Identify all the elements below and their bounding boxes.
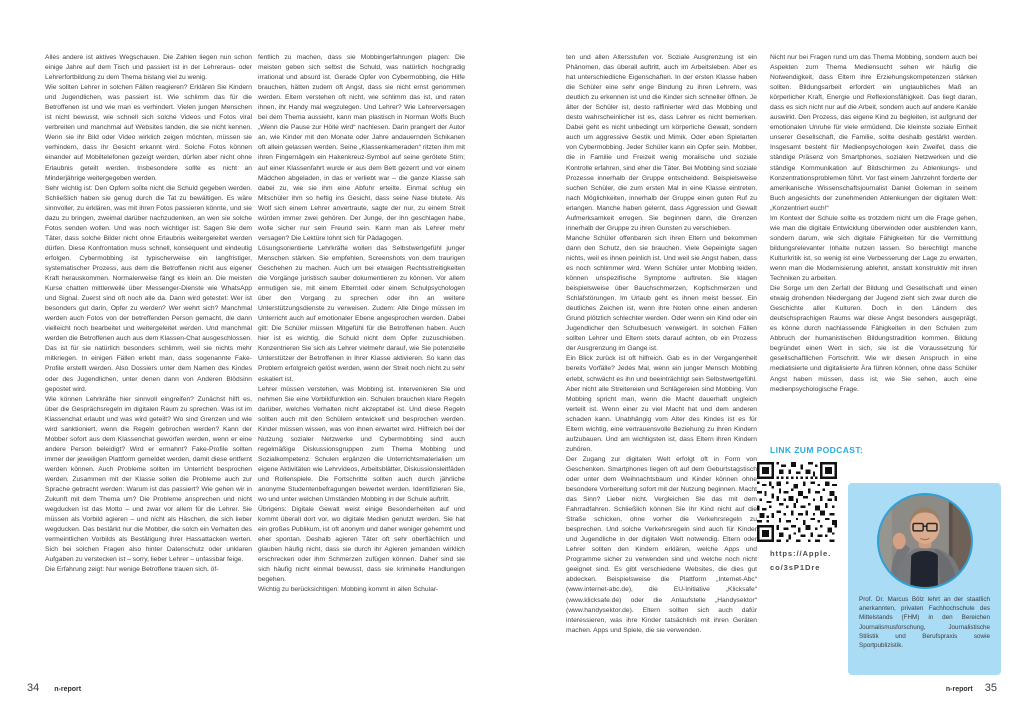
podcast-url-link[interactable] bbox=[770, 547, 831, 574]
left-page-column-2 bbox=[258, 53, 465, 675]
paragraph: Die Erfahrung zeigt: Nur wenige Betroffene trauen sich, öf- bbox=[45, 566, 219, 574]
paragraph: Sehr wichtig ist: Den Opfern sollte nicht die Schuld gegeben werden. Schließlich haben sie genug durch die Tat zu bewältigen. Es wäre sinnvoller, zu erklären, was mit ihren Fotos passieren könnte, und sie dazu zu bringen, zweimal darüber nachzudenken, an wen sie solche Fotos senden wollen. Und was noch wichtiger ist: Sagen Sie dem Täter, dass solche Bilder nicht ohne Erlaubnis weitergeleitet werden dürfen. Diese Konfrontation muss schnell, konsequent und eindeutig erfolgen. Cybermobbing ist typischerweise ein langfristiger, systematischer Prozess, aus dem die Betroffenen nicht aus eigener Kraft herauskommen. Normalerweise fängt es klein an. Die meisten Kurse chatten mittlerweile über Messenger-Dienste wie WhatsApp und Signal. Zuerst sind oft noch alle da. Dann wird getestet: Wer ist besonders gut darin, Opfer zu werden? Wer wehrt sich? Manchmal werden auch Fotos von der betreffenden Person gemacht, die dann vielleicht noch bearbeitet und weitergeleitet werden. Und manchmal werden die Betroffenen auch aus dem Klassen-Chat ausgeschlossen. Das ist für sie natürlich besonders schlimm, weil sie nichts mehr mitkriegen. In einigen Fällen erlebt man, dass sogenannte Fake-Profile erstellt werden. Also Dossiers unter dem Namen des Kindes oder des Jugendlichen, unter denen dann von Anderen Blödsinn gepostet wird. bbox=[45, 184, 252, 393]
qr-code-icon bbox=[757, 462, 837, 542]
page-number: 35 bbox=[984, 682, 997, 694]
paragraph: Die Sorge um den Zerfall der Bildung und Gesellschaft und einen etwaig drohenden Niedergang der Jugend zieht sich zwar durch die Geschichte aller Kulturen. Doch in den Ländern des deutschsprachigen Raums war diese Angst besonders ausgeprägt, es könne durch nachlassende Fähigkeiten in den Schulen zum Abbruch der humanistischen Bildungstradition kommen. Bildung begründet einen Wert in sich, sie ist die Voraussetzung für gesellschaftlichen Fortschritt. Wie wir diesen Anspruch in eine mediatisierte und digitalisierte Ära führen können, ohne dass Schüler Angst haben müssen, dass ist, wie Sie sehen, auch eine medienpsychologische Frage. bbox=[770, 285, 977, 393]
podcast-link-label: LINK ZUM PODCAST: bbox=[770, 445, 864, 455]
podcast-url-line2[interactable]: co/3sP1Dre bbox=[770, 562, 821, 572]
paragraph: fentlich zu machen, dass sie Mobbingerfahrungen plagen: Die meisten geben sich selbst die Schuld, was natürlich hochgradig irrational und absurd ist. Gerade Opfer von Cybermobbing, die Hilfe brauchen, hätten zudem oft Angst, dass sie nicht ernst genommen werden. Eltern verstehen oft nicht, wie schlimm das ist, und raten ihnen, ihr Handy mal wegzulegen. Und Lehrer? Wie Lehrerversagen bei dem Thema aussieht, kann man plastisch in Norman Wolfs Buch „Wenn die Pause zur Hölle wird“ nachlesen. Darin prangert der Autor an, wie Kinder mit den Monate oder Jahre andauernden Schikanen oft allein gelassen werden. Seine „Klassenkameraden“ ritzten ihm mit ihren Fingernägeln ein Hakenkreuz-Symbol auf seine gerötete Stirn; auf einer Klassenfahrt wurde er aus dem Bett gezerrt und vor einem Mädchen abgeladen, in das er verliebt war – die ganze Klasse sah dabei zu, wie sie ihm eine Abfuhr erteilte. Einmal schlug ein Mitschüler ihm so heftig ins Gesicht, dass seine Nase blutete. Als Wolf sich einem Lehrer anvertraute, sagte der nur, zu einem Streit würden immer zwei gehören. Der Junge, der ihn geschlagen habe, wolle sicher nur sein Freund sein. Kann man als Lehrer mehr versagen? Die Lektüre lohnt sich für Pädagogen. bbox=[258, 54, 465, 242]
paragraph: Übrigens: Digitale Gewalt weist einige Besonderheiten auf und kommt überall dort vor, wo digitale Medien genutzt werden. Sie hat ein großes Publikum, ist oft anonym und daher weniger gehemmt und eher spontan. Deshalb agieren Täter oft sehr oberflächlich und glauben häufig nicht, dass sie durch ihr Agieren jemanden wirklich erschrecken oder ihm Schmerzen zufügen können. Daher sind sie sich häufig nicht einmal bewusst, dass sie kriminelle Handlungen begehen. bbox=[258, 506, 465, 584]
right-page-column-2 bbox=[770, 53, 977, 445]
paragraph: Alles andere ist aktives Wegschauen. Die Zahlen liegen nun schon einige Jahre auf dem Tisch und passiert ist in der Lehreraus- oder Lehrerfortbildung zu dem Thema bislang viel zu wenig. bbox=[45, 54, 252, 82]
paragraph: Der Zugang zur digitalen Welt erfolgt oft in Form von Geschenken. Smartphones liegen oft auf dem Geburtstagstisch oder unter dem Weihnachtsbaum und Kinder können ohne besondere Vorbereitung sofort mit der Nutzung beginnen. Macht das Sinn? Lieber nicht. Vergleichen Sie das mit dem Fahrradfahren. Schließlich können Sie Ihr Kind nicht auf die Straße schicken, ohne vorher die Verkehrsregeln zu besprechen. Und solche Verkehrsregeln sind auch für Kinder und Jugendliche in der digitalen Welt notwendig. Eltern oder Lehrer sollten den Kindern erklären, welche Apps und Programme sicher zu verwenden sind und welche noch nicht geeignet sind. Es gibt verschiedene Websites, die dies gut abdecken. Beispielsweise die Plattform „Internet-Abc“ (www.internet-abc.de), die EU-Initiative „Klicksafe“ (www.klicksafe.de) oder die Anlaufstelle „Handysektor“ (www.handysektor.de). Eltern sollten sich auch dafür interessieren, was ihre Kinder tatsächlich mit ihren Geräten machen. Apps und Spiele, die sie verwenden. bbox=[566, 455, 757, 634]
magazine-name: n-report bbox=[945, 686, 973, 693]
paragraph: Lösungsorientierte Lehrkräfte wollen das Selbstwertgefühl junger Menschen stärken. Sie empfehlen, Screenshots von dem traurigen Geschehen zu machen. Auch um bei etwaigen Rechtsstreitigkeiten die Vorgänge juristisch sauber dokumentieren zu können. Vor allem ermutigen sie, mit einem Elternteil oder einem Schulpsychologen über den Vorgang zu sprechen oder ihn an weitere Unterstützungsdienste zu verweisen. Zudem: Alle Dinge müssen im Unterricht auch auf emotionaler Ebene angesprochen werden. Dabei gilt: Die Schüler müssen Mitgefühl für die Betroffenen haben. Auch hier ist es wichtig, die Schuld nicht dem Opfer zuzuschieben. Konzentrieren Sie sich als Lehrer vielmehr darauf, wie Sie potenzielle Unterstützer der Betroffenen in Ihrer Klasse aktivieren. So kann das Problem erfolgreich gelöst werden, wenn der Streit noch nicht zu sehr eskaliert ist. bbox=[258, 244, 465, 383]
paragraph: ten und allen Altersstufen vor. Soziale Ausgrenzung ist ein Phänomen, das überall auftritt, auch im Arbeitsleben. Aber es hat unterschiedliche Eigenschaften. In der ersten Klasse haben die Schüler eine sehr enge Bindung zu ihren Lehrern, was deutlich zu erkennen ist und die Kinder sich schneller öffnen. Je älter der Schüler ist, desto raffinierter wird das Mobbing und desto wahrscheinlicher ist es, dass Lehrer es nicht bemerken. Dabei geht es nicht unbedingt um körperliche Gewalt, sondern auch um aggressive Gestik und Mimik. Oder eben Spielarten von Cybermobbing. Jeder Schüler kann ein Opfer sein. Mobber, die in Familie und Freizeit wenig moralische und soziale Kontrolle erfahren, sind eher die Täter. Bei Mobbing sind soziale Prozesse innerhalb der Gruppe entscheidend. Beispielsweise suchen Schüler, die zum ersten Mal in eine Klasse eintreten, nach Möglichkeiten, innerhalb der Gruppe einen guten Ruf zu erlangen. Manche haben gelernt, dass Aggression und Gewalt Aufmerksamkeit erregen. Sie beginnen dann, die Grenzen innerhalb der Gruppe zu ihren Gunsten zu verschieben. bbox=[566, 54, 757, 232]
paragraph: Wie sollten Lehrer in solchen Fällen reagieren? Erklären Sie Kindern und Jugendlichen, was passiert ist. Wie schlimm das für die Betroffenen ist und wie man es verhindert. Vielen jungen Menschen ist nicht bewusst, wie schnell sich solche Videos und Fotos viral verbreiten und manchmal auf Websites landen, die sie nicht kennen. Wenn sie ihr Bild oder Video wirklich zeigen möchten, müssen sie verhindern, dass ihr Gesicht erkannt wird. Solche Fotos können einander auf Mobiltelefonen gezeigt werden, dürfen aber nicht ohne Erlaubnis geteilt werden. Insbesondere sollte es nicht an Minderjährige weitergegeben werden. bbox=[45, 84, 252, 182]
author-caption: Prof. Dr. Marcus Bölz lehrt an der staatlich anerkannten, privaten Fachhochschule des Mittelstands (FHM) in den Bereichen Journalismusforschung, Journalistische Stilistik und Berufspraxis sowie Sportpublizistik. bbox=[859, 596, 990, 650]
portrait-photo bbox=[877, 493, 973, 589]
left-page-column-1 bbox=[45, 53, 252, 675]
right-page-column-1 bbox=[566, 53, 757, 675]
paragraph: Wichtig zu berücksichtigen: Mobbing kommt in allen Schular- bbox=[258, 586, 439, 594]
left-page-footer bbox=[27, 682, 81, 694]
paragraph: Manche Schüler offenbaren sich ihren Eltern und bekommen dann den Schutz, den sie brauchen. Viele Gepeinigte sagen nichts, weil es ihnen peinlich ist. Und weil sie Angst haben, dass es noch schlimmer wird. Wenn Schüler unter Mobbing leiden, können unspezifische Symptome auftreten. Sie klagen beispielsweise über Bauchschmerzen, Kopfschmerzen und Schlafstörungen. Im Urlaub geht es ihnen meist besser. Ein deutliches Zeichen ist, wenn ihre Noten ohne einen anderen Grund plötzlich schlechter werden. Oder wenn ein Kind oder ein Jugendlicher den Schulbesuch verweigert. In solchen Fällen sollten Lehrer und Eltern stets darauf achten, ob ein Prozess der Ausgrenzung im Gange ist. bbox=[566, 234, 757, 353]
page-number: 34 bbox=[27, 682, 40, 694]
right-page-footer bbox=[946, 682, 997, 694]
paragraph: Ein Blick zurück ist oft hilfreich. Gab es in der Vergangenheit bereits Vorfälle? Jedes Mal, wenn ein junger Mensch Mobbing erlebt, schwächt es ihn und beeinträchtigt sein Selbstwertgefühl. Aber nicht alle Streitereien und Schlägereien sind Mobbing. Von Mobbing spricht man, wenn die Macht dauerhaft ungleich verteilt ist. Wenn einer zu viel Macht hat und dem anderen schaden kann. Unabhängig vom Alter des Kindes ist es für Eltern wichtig, eine vertrauensvolle Beziehung zu ihren Kindern aufzubauen. Und am wichtigsten ist, dass Eltern ihren Kindern zuhören. bbox=[566, 355, 757, 453]
author-profile-card bbox=[848, 483, 1001, 675]
podcast-url-line1[interactable]: https://Apple. bbox=[770, 549, 832, 558]
paragraph: Nicht nur bei Fragen rund um das Thema Mobbing, sondern auch bei Aspekten zum Thema Mediensucht sehen wir häufig die Notwendigkeit, dass Eltern ihre Erziehungskompetenzen stärken sollten. Bildungsarbeit erfordert ein unglaubliches Maß an körperlicher Kraft, Energie und Reflexionsfähigkeit. Das liegt daran, dass es sich nicht nur auf die Arbeit, sondern auch auf andere Kanäle auswirkt. Den Prozess, das eigene Kind zu begleiten, ist aufgrund der emotionalen Unruhe für viele ermüdend. Die kleinste soziale Einheit unserer Gesellschaft, die Familie, sollte deshalb gestärkt werden. Insgesamt besteht für Medienpsychologen kein Zweifel, dass die ständige Präsenz von Smartphones, sozialen Netzwerken und die ständige Kommunikation auf Bildschirmen zu Ablenkungs- und Konzentrationsproblemen führt. Vor fast einem Jahrzehnt forderte der amerikanische Wissenschaftsjournalist Daniel Goleman in seinem Buch angesichts der zunehmenden Ablenkungen der digitalen Welt: „Konzentriert euch!“ bbox=[770, 54, 977, 212]
paragraph: Im Kontext der Schule sollte es trotzdem nicht um die Frage gehen, wie man die digitale Entwicklung überwinden oder ausblenden kann, sondern darum, wie sich digitale Fähigkeiten für die Vermittlung bildungsrelevanter Inhalte nutzen lassen. So berechtigt manche Kulturkritik ist, so wenig ist eine Verbesserung der Lage zu erwarten, wenn man die Modernisierung ablehnt, anstatt konstruktiv mit ihren Techniken zu arbeiten. bbox=[770, 214, 977, 283]
paragraph: Lehrer müssen verstehen, was Mobbing ist. Intervenieren Sie und nehmen Sie eine Vorbildfunktion ein. Schulen brauchen klare Regeln darüber, welches Verhalten nicht akzeptabel ist. Und diese Regeln sollten auch mit den Schülern entwickelt und besprochen werden. Kinder müssen wissen, was von ihnen erwartet wird. Hilfreich bei der Nutzung sozialer Netzwerke und Cybermobbing sind auch regelmäßige Diskussionsgruppen zum Thema Mobbing und Sozialkompetenz. Schulen ergänzen die Unterrichtsmaterialien um eigene Aktivitäten wie Lehrvideos, Arbeitsblätter, Diskussionsleitfäden und Rollenspiele. Die Fortschritte sollten auch durch jährliche anonyme Studentenbefragungen bewertet werden. Identifizieren Sie, wo und unter welchen Umständen Mobbing in der Schule auftritt. bbox=[258, 385, 465, 504]
paragraph: Wie können Lehrkräfte hier sinnvoll eingreifen? Zunächst hilft es, über die Gesprächsregeln im digitalen Raum zu sprechen. Was ist im Klassenchat erlaubt und was wird geteilt? Wo sind Grenzen und wie wird sanktioniert, wenn die Regeln gebrochen werden? Kann der Mobber sofort aus dem Klassenchat geworfen werden, wenn er eine andere Person beleidigt? Wird er ermahnt? Fake-Profile sollten immer der jeweiligen Plattform gemeldet werden, damit diese entfernt werden können. Auch Probleme sollten im Unterricht besprochen werden. Zusammen mit der Klasse sollen die Probleme auch zur Sprache gebracht werden: Warum ist das passiert? Wie gehen wir in Zukunft mit dem Thema um? Die Probleme ansprechen und nicht wegducken ist das Motto – und zwar vor allem für die Lehrer. Sie müssen als Vorbild agieren – und nicht als Häschen, die sich lieber wegducken. Das bestärkt nur die Mobber, die solch ein Verhalten des vermeintlichen Vorbilds als Bestätigung ihrer Hassattacken werten. Sich bei solchen Fragen also hinter Datenschutz oder unklaren Aufgaben zu verstecken ist – sorry, lieber Lehrer – unfassbar feige. bbox=[45, 395, 252, 564]
magazine-name: n-report bbox=[54, 686, 82, 693]
